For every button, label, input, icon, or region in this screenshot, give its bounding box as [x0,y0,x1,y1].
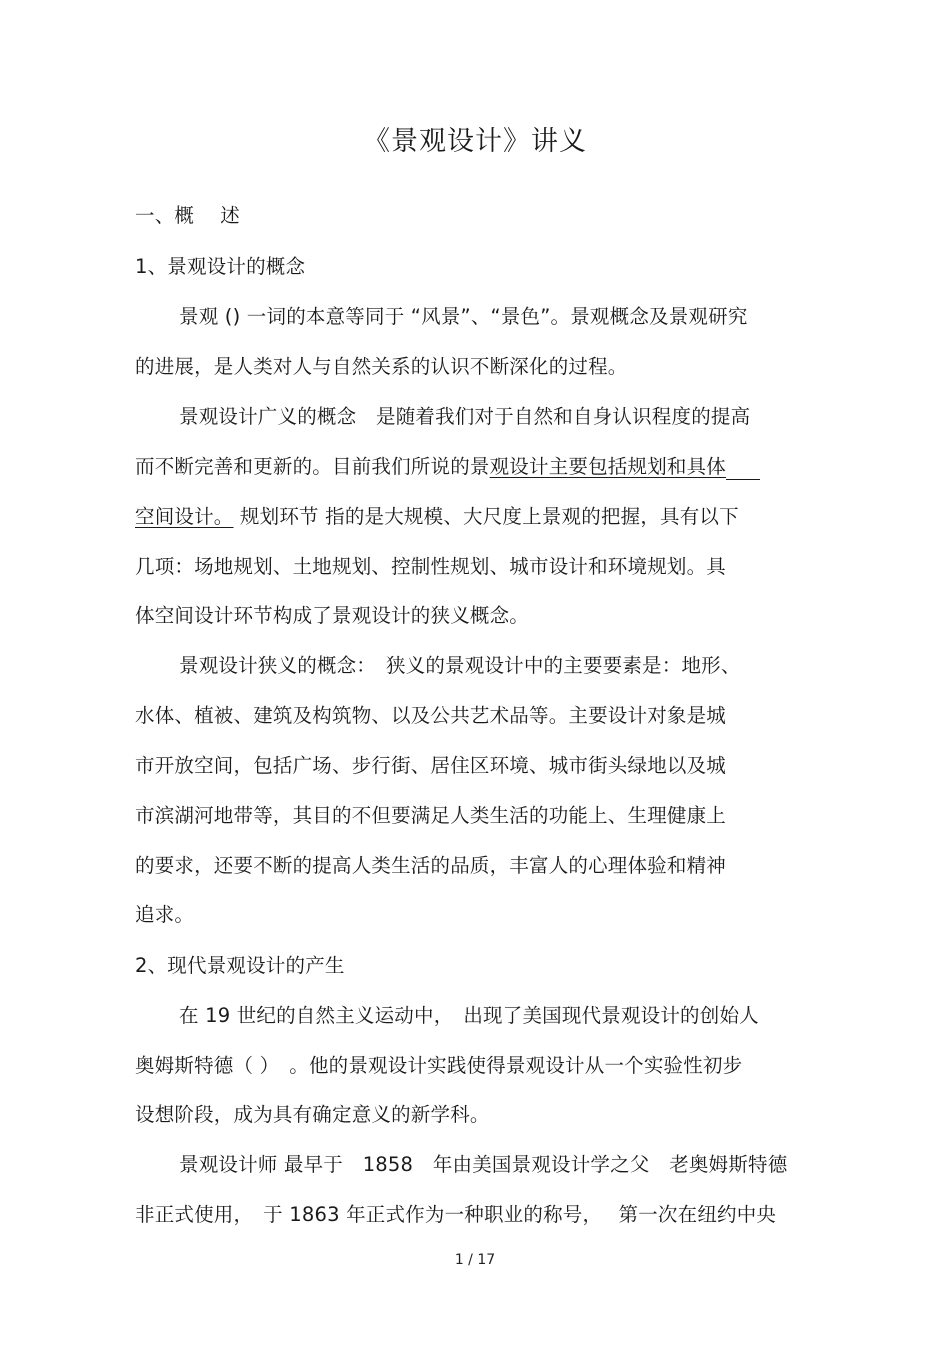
page-number: 1 / 17 [454,1252,496,1268]
underlined-text: 观设计主要包括规划和具体 [489,455,727,478]
section-heading: 一、概 述 [135,204,240,227]
paragraph-1-line-1: 景观 () 一词的本意等同于 “风景”、“景色”。景观概念及景观研究 [179,305,748,328]
paragraph-2-line-2 [135,452,760,482]
paragraph-3-line-6: 追求。 [135,903,195,926]
paragraph-4-line-1: 在 19 世纪的自然主义运动中， 出现了美国现代景观设计的创始人 [179,1004,759,1027]
paragraph-3-line-1: 景观设计狭义的概念： 狭义的景观设计中的主要要素是：地形、 [179,654,741,677]
paragraph-2-line-2-text: 而不断完善和更新的。目前我们所说的景 [135,455,490,478]
paragraph-2-line-4: 几项：场地规划、土地规划、控制性规划、城市设计和环境规划。具 [135,555,727,578]
paragraph-2-line-3 [135,502,739,532]
paragraph-2-line-1: 景观设计广义的概念 是随着我们对于自然和自身认识程度的提高 [179,405,751,428]
document-title: 《景观设计》讲义 [363,126,587,157]
paragraph-4-line-2: 奥姆斯特德（ ） 。他的景观设计实践使得景观设计从一个实验性初步 [135,1054,743,1077]
paragraph-2-line-3-text: 规划环节 指的是大规模、大尺度上景观的把握，具有以下 [233,505,739,528]
paragraph-3-line-2: 水体、植被、建筑及构筑物、以及公共艺术品等。主要设计对象是城 [135,704,727,727]
subsection-heading-1: 1、景观设计的概念 [135,255,306,278]
paragraph-3-line-4: 市滨湖河地带等，其目的不但要满足人类生活的功能上、生理健康上 [135,804,727,827]
underline-rule [726,478,760,480]
paragraph-4-line-3: 设想阶段，成为具有确定意义的新学科。 [135,1103,490,1126]
paragraph-5-line-2: 非正式使用， 于 1863 年正式作为一种职业的称号， 第一次在纽约中央 [135,1203,777,1226]
paragraph-1-line-2: 的进展，是人类对人与自然关系的认识不断深化的过程。 [135,355,628,378]
underlined-text: 空间设计。 [135,505,234,528]
paragraph-2-line-5: 体空间设计环节构成了景观设计的狭义概念。 [135,604,530,627]
paragraph-3-line-3: 市开放空间，包括广场、步行街、居住区环境、城市街头绿地以及城 [135,754,727,777]
paragraph-5-line-1: 景观设计师 最早于 1858 年由美国景观设计学之父 老奥姆斯特德 [179,1153,788,1176]
paragraph-3-line-5: 的要求，还要不断的提高人类生活的品质，丰富人的心理体验和精神 [135,854,727,877]
subsection-heading-2: 2、现代景观设计的产生 [135,954,345,977]
